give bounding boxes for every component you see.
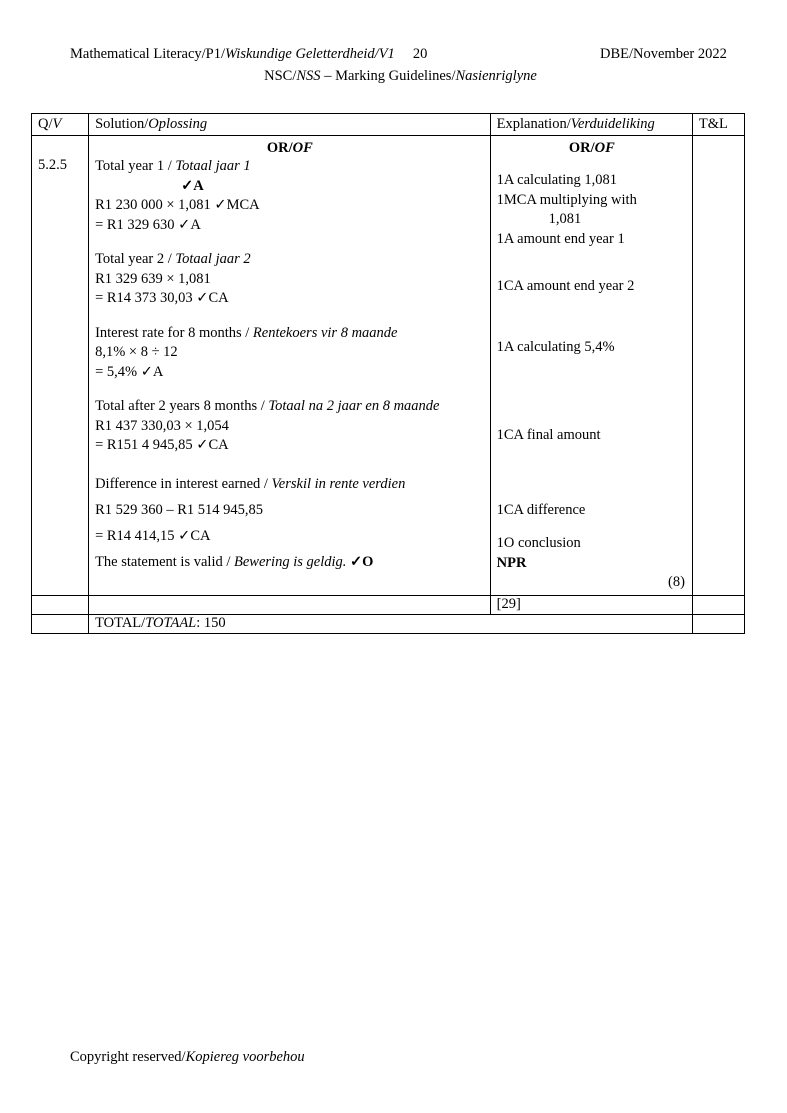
explanation-cell xyxy=(490,157,692,595)
explanation-line-text: 1CA amount end year 2 xyxy=(496,278,635,294)
section-marks-value: [29] xyxy=(496,595,521,612)
solution-line xyxy=(95,250,485,270)
solution-line xyxy=(95,417,485,437)
solution-line-italic: Totaal jaar 1 xyxy=(175,158,251,174)
solution-line-roman: R1 230 000 × 1,081 ✓MCA xyxy=(95,197,260,213)
header-nsc-label: NSC/ xyxy=(264,68,297,84)
solution-line-roman: Difference in interest earned / xyxy=(95,475,272,492)
page-header xyxy=(0,44,787,86)
or-row-question-cell xyxy=(32,136,89,158)
or-label-explanation-italic: OF xyxy=(594,140,615,156)
solution-line-roman: Total year 2 / xyxy=(95,251,176,267)
explanation-line-text: 1O conclusion xyxy=(496,535,581,551)
explanation-spacer xyxy=(497,297,687,338)
column-header-solution-italic: Oplossing xyxy=(148,116,208,132)
explanation-line-text: 1MCA multiplying with xyxy=(496,191,637,208)
grand-total-label-cell xyxy=(89,614,693,633)
header-line-2 xyxy=(0,66,787,86)
solution-line-roman: The statement is valid / xyxy=(95,553,235,570)
explanation-spacer xyxy=(497,520,687,534)
explanation-line xyxy=(497,426,687,446)
column-header-solution xyxy=(89,114,491,136)
header-subject-roman: Mathematical Literacy/P1/ xyxy=(70,46,226,62)
solution-line xyxy=(95,497,485,523)
section-marks-cell xyxy=(490,595,692,614)
question-number: 5.2.5 xyxy=(38,157,67,173)
solution-line xyxy=(95,523,485,549)
solution-spacer xyxy=(95,382,485,397)
header-nss-label: NSS xyxy=(296,68,321,84)
question-number-cell xyxy=(32,157,89,595)
explanation-spacer xyxy=(497,487,687,501)
explanation-line xyxy=(497,230,687,250)
section-total-question-cell xyxy=(32,595,89,614)
solution-line xyxy=(95,436,485,456)
grand-total-tl-cell xyxy=(692,614,744,633)
solution-line-italic: Verskil in rente verdien xyxy=(271,475,406,492)
explanation-spacer xyxy=(497,249,687,277)
grand-total-value: : 150 xyxy=(196,614,226,631)
explanation-spacer xyxy=(497,398,687,426)
column-header-tl-roman: T&L xyxy=(698,116,728,132)
solution-cell xyxy=(89,157,491,595)
solution-line-roman: R1 529 360 – R1 514 945,85 xyxy=(95,501,264,518)
solution-spacer xyxy=(95,456,485,471)
solution-line-roman: ✓A xyxy=(181,177,204,194)
grand-total-label-italic: TOTAAL xyxy=(145,614,197,631)
explanation-spacer xyxy=(497,157,687,171)
page-footer xyxy=(70,1048,305,1066)
explanation-line xyxy=(497,277,687,297)
solution-line xyxy=(95,363,485,383)
header-marking-guidelines-label: – Marking Guidelines/ xyxy=(320,68,456,84)
solution-line-roman: Total year 1 / xyxy=(95,158,176,174)
solution-spacer xyxy=(95,309,485,324)
solution-line-roman: = 5,4% ✓A xyxy=(95,363,164,380)
solution-line xyxy=(95,289,485,309)
solution-line-italic: Totaal na 2 jaar en 8 maande xyxy=(268,398,440,414)
solution-line-italic: Totaal jaar 2 xyxy=(175,251,251,267)
solution-line-roman: = R151 4 945,85 ✓CA xyxy=(95,437,229,453)
explanation-line-text: 1A calculating 5,4% xyxy=(496,338,615,355)
explanation-line xyxy=(497,338,687,358)
column-header-question xyxy=(32,114,89,136)
header-line-1 xyxy=(0,44,787,64)
solution-line xyxy=(95,270,485,290)
section-total-tl-cell xyxy=(692,595,744,614)
column-header-question-italic: V xyxy=(52,116,62,132)
footer-copyright-roman: Copyright reserved/ xyxy=(70,1049,186,1065)
footer-copyright-italic: Kopiereg voorbehou xyxy=(185,1049,305,1065)
or-label-solution-roman: OR/ xyxy=(266,140,293,156)
table-header-row xyxy=(32,114,745,136)
section-total-row xyxy=(32,595,745,614)
explanation-line xyxy=(497,210,687,230)
solution-line xyxy=(95,471,485,497)
header-page-number: 20 xyxy=(412,46,428,62)
solution-line-roman: = R14 414,15 ✓CA xyxy=(95,527,211,544)
solution-line xyxy=(95,157,485,177)
solution-line-tick: ✓O xyxy=(346,553,374,570)
grand-total-question-cell xyxy=(32,614,89,633)
solution-line xyxy=(95,549,485,575)
solution-line xyxy=(95,196,485,216)
or-label-explanation-roman: OR/ xyxy=(568,140,595,156)
column-header-tl xyxy=(692,114,744,136)
solution-spacer xyxy=(95,235,485,250)
solution-line-roman: 8,1% × 8 ÷ 12 xyxy=(95,344,178,360)
explanation-line xyxy=(497,171,687,191)
answer-row-5-2-5 xyxy=(32,157,745,595)
grand-total-label-roman: TOTAL/ xyxy=(95,614,146,631)
explanation-line xyxy=(497,191,687,211)
header-department-date: DBE/November 2022 xyxy=(600,46,727,62)
header-subject-afrikaans: Wiskundige Geletterdheid/V1 xyxy=(225,46,395,62)
header-nasienriglyne-label: Nasienriglyne xyxy=(455,68,537,84)
column-header-explanation xyxy=(490,114,692,136)
or-alternative-row xyxy=(32,136,745,158)
header-exam-identifier xyxy=(70,44,427,64)
explanation-line-text: NPR xyxy=(496,554,527,571)
solution-line-roman: Total after 2 years 8 months / xyxy=(95,398,269,414)
or-label-solution-italic: OF xyxy=(292,140,313,156)
solution-line xyxy=(95,324,485,344)
solution-line-roman: R1 437 330,03 × 1,054 xyxy=(95,417,229,434)
explanation-npr-note xyxy=(497,554,687,574)
column-header-question-roman: Q/ xyxy=(38,116,53,132)
question-marks-value: (8) xyxy=(668,574,685,590)
solution-line-roman: = R14 373 30,03 ✓CA xyxy=(95,290,229,306)
explanation-content xyxy=(497,157,687,593)
or-label-solution xyxy=(89,136,491,158)
solution-line xyxy=(95,177,485,197)
section-total-solution-cell xyxy=(89,595,491,614)
or-row-tl-cell xyxy=(692,136,744,158)
solution-line xyxy=(95,343,485,363)
solution-line-roman: Interest rate for 8 months / xyxy=(95,324,253,341)
solution-line-roman: R1 329 639 × 1,081 xyxy=(95,270,211,287)
solution-line xyxy=(95,216,485,236)
column-header-explanation-roman: Explanation/ xyxy=(496,116,571,132)
explanation-line xyxy=(497,501,687,521)
explanation-line-text: 1,081 xyxy=(548,211,582,227)
solution-line-italic: Rentekoers vir 8 maande xyxy=(252,324,398,341)
marking-guidelines-table xyxy=(31,113,745,634)
solution-line-roman: = R1 329 630 ✓A xyxy=(95,216,201,233)
tl-cell xyxy=(692,157,744,595)
explanation-line xyxy=(497,534,687,554)
explanation-spacer xyxy=(497,357,687,398)
explanation-line-text: 1A amount end year 1 xyxy=(496,230,625,247)
or-label-explanation xyxy=(490,136,692,158)
explanation-line-text: 1CA final amount xyxy=(496,427,601,443)
explanation-line-text: 1CA difference xyxy=(496,501,586,518)
solution-line-italic: Bewering is geldig. xyxy=(234,553,347,570)
explanation-spacer xyxy=(497,446,687,487)
explanation-line-text: 1A calculating 1,081 xyxy=(496,172,618,188)
column-header-solution-roman: Solution/ xyxy=(95,116,149,132)
question-marks-allocation xyxy=(497,573,687,593)
grand-total-row xyxy=(32,614,745,633)
solution-content xyxy=(95,157,485,575)
column-header-explanation-italic: Verduideliking xyxy=(570,116,655,132)
solution-line xyxy=(95,397,485,417)
